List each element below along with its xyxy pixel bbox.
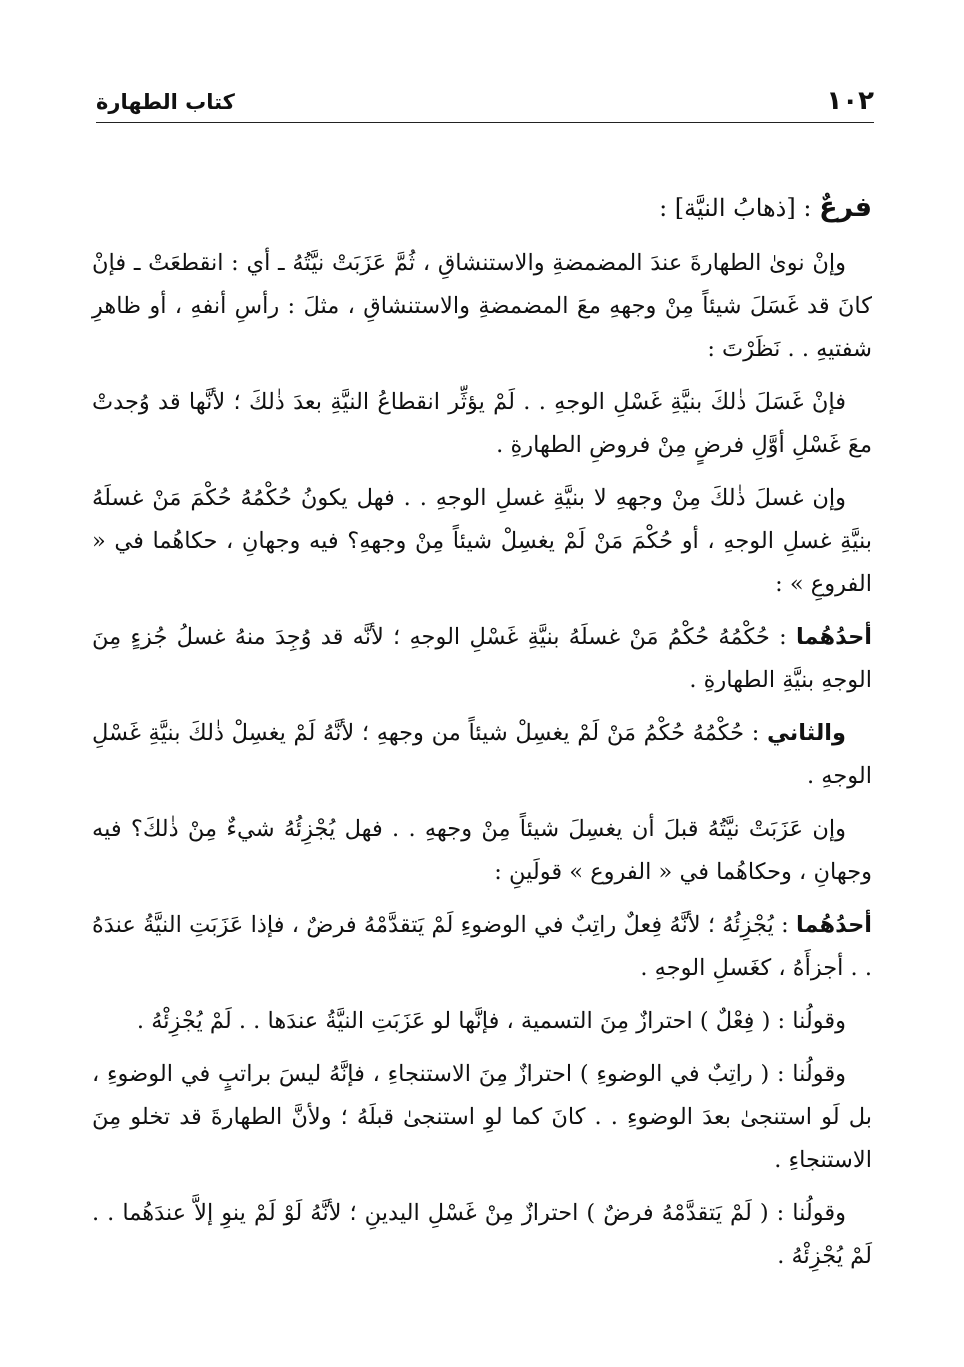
paragraph <box>92 477 872 606</box>
page-body <box>92 186 872 1288</box>
paragraph <box>92 1053 872 1182</box>
section-heading <box>92 186 872 230</box>
paragraph-text: وقولُنا : ( راتِبٌ في الوضوءِ ) احترازٌ مِنَ الاستنجاءِ ، فإنَّهُ ليسَ براتبٍ في الوضوءِ ، بل لَو استنجىٰ بعدَ الوضوءِ . . كانَ كما لوِ استنجىٰ قبلَهُ ؛ ولأنَّ الطهارةَ قد تخلو مِنَ الاستنجاءِ . <box>92 1061 872 1173</box>
paragraph <box>92 1000 872 1043</box>
page-number: ١٠٢ <box>826 86 874 116</box>
paragraph-text: فإنْ غَسَلَ ذٰلكَ بنيَّةِ غَسْلِ الوجهِ . . لَمْ يؤثِّر انقطاعُ النيَّةِ بعدَ ذٰلكَ ؛ لأنَّها قد وُجدتْ معَ غَسْلِ أوَّلِ فرضٍ مِنْ فروضِ الطهارةِ . <box>92 389 872 458</box>
paragraph-text: وإن عَزَبَتْ نيَّتُهُ قبلَ أن يغسِلَ شيئاً مِنْ وجههِ . . فهل يُجْزِئُهُ شيءٌ مِنْ ذٰلكَ؟ فيه وجهانِ ، وحكاهُما في « الفروع » قولَينِ : <box>92 816 872 885</box>
paragraph <box>92 242 872 371</box>
section-label: فرعٌ <box>819 192 872 223</box>
paragraph-text: وإنْ نوىٰ الطهارةَ عندَ المضمضةِ والاستنشاقِ ، ثُمَّ عَزَبَتْ نيَّتُهُ ـ أي : انقطعَتْ ـ فإنْ كانَ قد غَسَلَ شيئاً مِنْ وجههِ معَ المضمضةِ والاستنشاقِ ، مثلَ : رأسِ أنفهِ ، أو ظاهرِ شفتيهِ . . نَظَرْتَ : <box>92 250 872 362</box>
paragraph-text: وقولُنا : ( فِعْلٌ ) احترازٌ مِنَ التسمية ، فإنَّها لو عَزَبَتِ النيَّةُ عندَها . . لَمْ يُجْزِئْهُ . <box>136 1008 846 1034</box>
paragraph-text: : حُكْمُهُ حُكْمُ مَنْ لَمْ يغسِلْ شيئاً من وجههِ ؛ لأنَّهُ لَمْ يغسِلْ ذٰلكَ بنيَّةِ غَسْلِ الوجهِ . <box>92 720 872 789</box>
paragraph <box>92 381 872 467</box>
paragraph <box>92 616 872 702</box>
paragraph-lead: والثاني <box>767 720 846 746</box>
paragraph <box>92 1192 872 1278</box>
page-header <box>96 82 874 123</box>
paragraph-lead: أحدُهُما <box>795 912 872 938</box>
paragraph-text: : يُجْزِئُهُ ؛ لأنَّهُ فِعلٌ راتِبٌ في الوضوءِ لَمْ يَتقدَّمْهُ فرضٌ ، فإذا عَزَبَتِ النيَّةُ عندَهُ . . أجزأَهُ ، كغَسلِ الوجهِ . <box>92 912 872 981</box>
paragraph-text: وقولُنا : ( لَمْ يَتقدَّمْهُ فرضٌ ) احترازٌ مِنْ غَسْلِ اليدينِ ؛ لأنَّهُ لَوْ لَمْ ينوِ إلاَّ عندَهُما . . لَمْ يُجْزِئْهُ . <box>92 1200 872 1269</box>
paragraph <box>92 808 872 894</box>
paragraph-text: وإن غسلَ ذٰلكَ مِنْ وجههِ لا بنيَّةِ غسلِ الوجهِ . . فهل يكونُ حُكْمُهُ حُكْمَ مَنْ غسلَهُ بنيَّةِ غسلِ الوجهِ ، أو حُكْمَ مَنْ لَمْ يغسِلْ شيئاً مِنْ وجههِ؟ فيه وجهانِ ، حكاهُما في « الفروعِ » : <box>92 485 872 597</box>
paragraph <box>92 904 872 990</box>
paragraph <box>92 712 872 798</box>
paragraph-text: : حُكْمُهُ حُكْمُ مَنْ غسلَهُ بنيَّةِ غَسْلِ الوجهِ ؛ لأنَّه قد وُجِدَ منهُ غسلُ جُزءٍ مِنَ الوجهِ بنيَّةِ الطهارةِ . <box>92 624 872 693</box>
section-title: : [ذهابُ النيَّة] : <box>659 194 820 222</box>
paragraph-lead: أحدُهُما <box>795 624 872 650</box>
running-title: كتاب الطهارة <box>96 90 235 114</box>
